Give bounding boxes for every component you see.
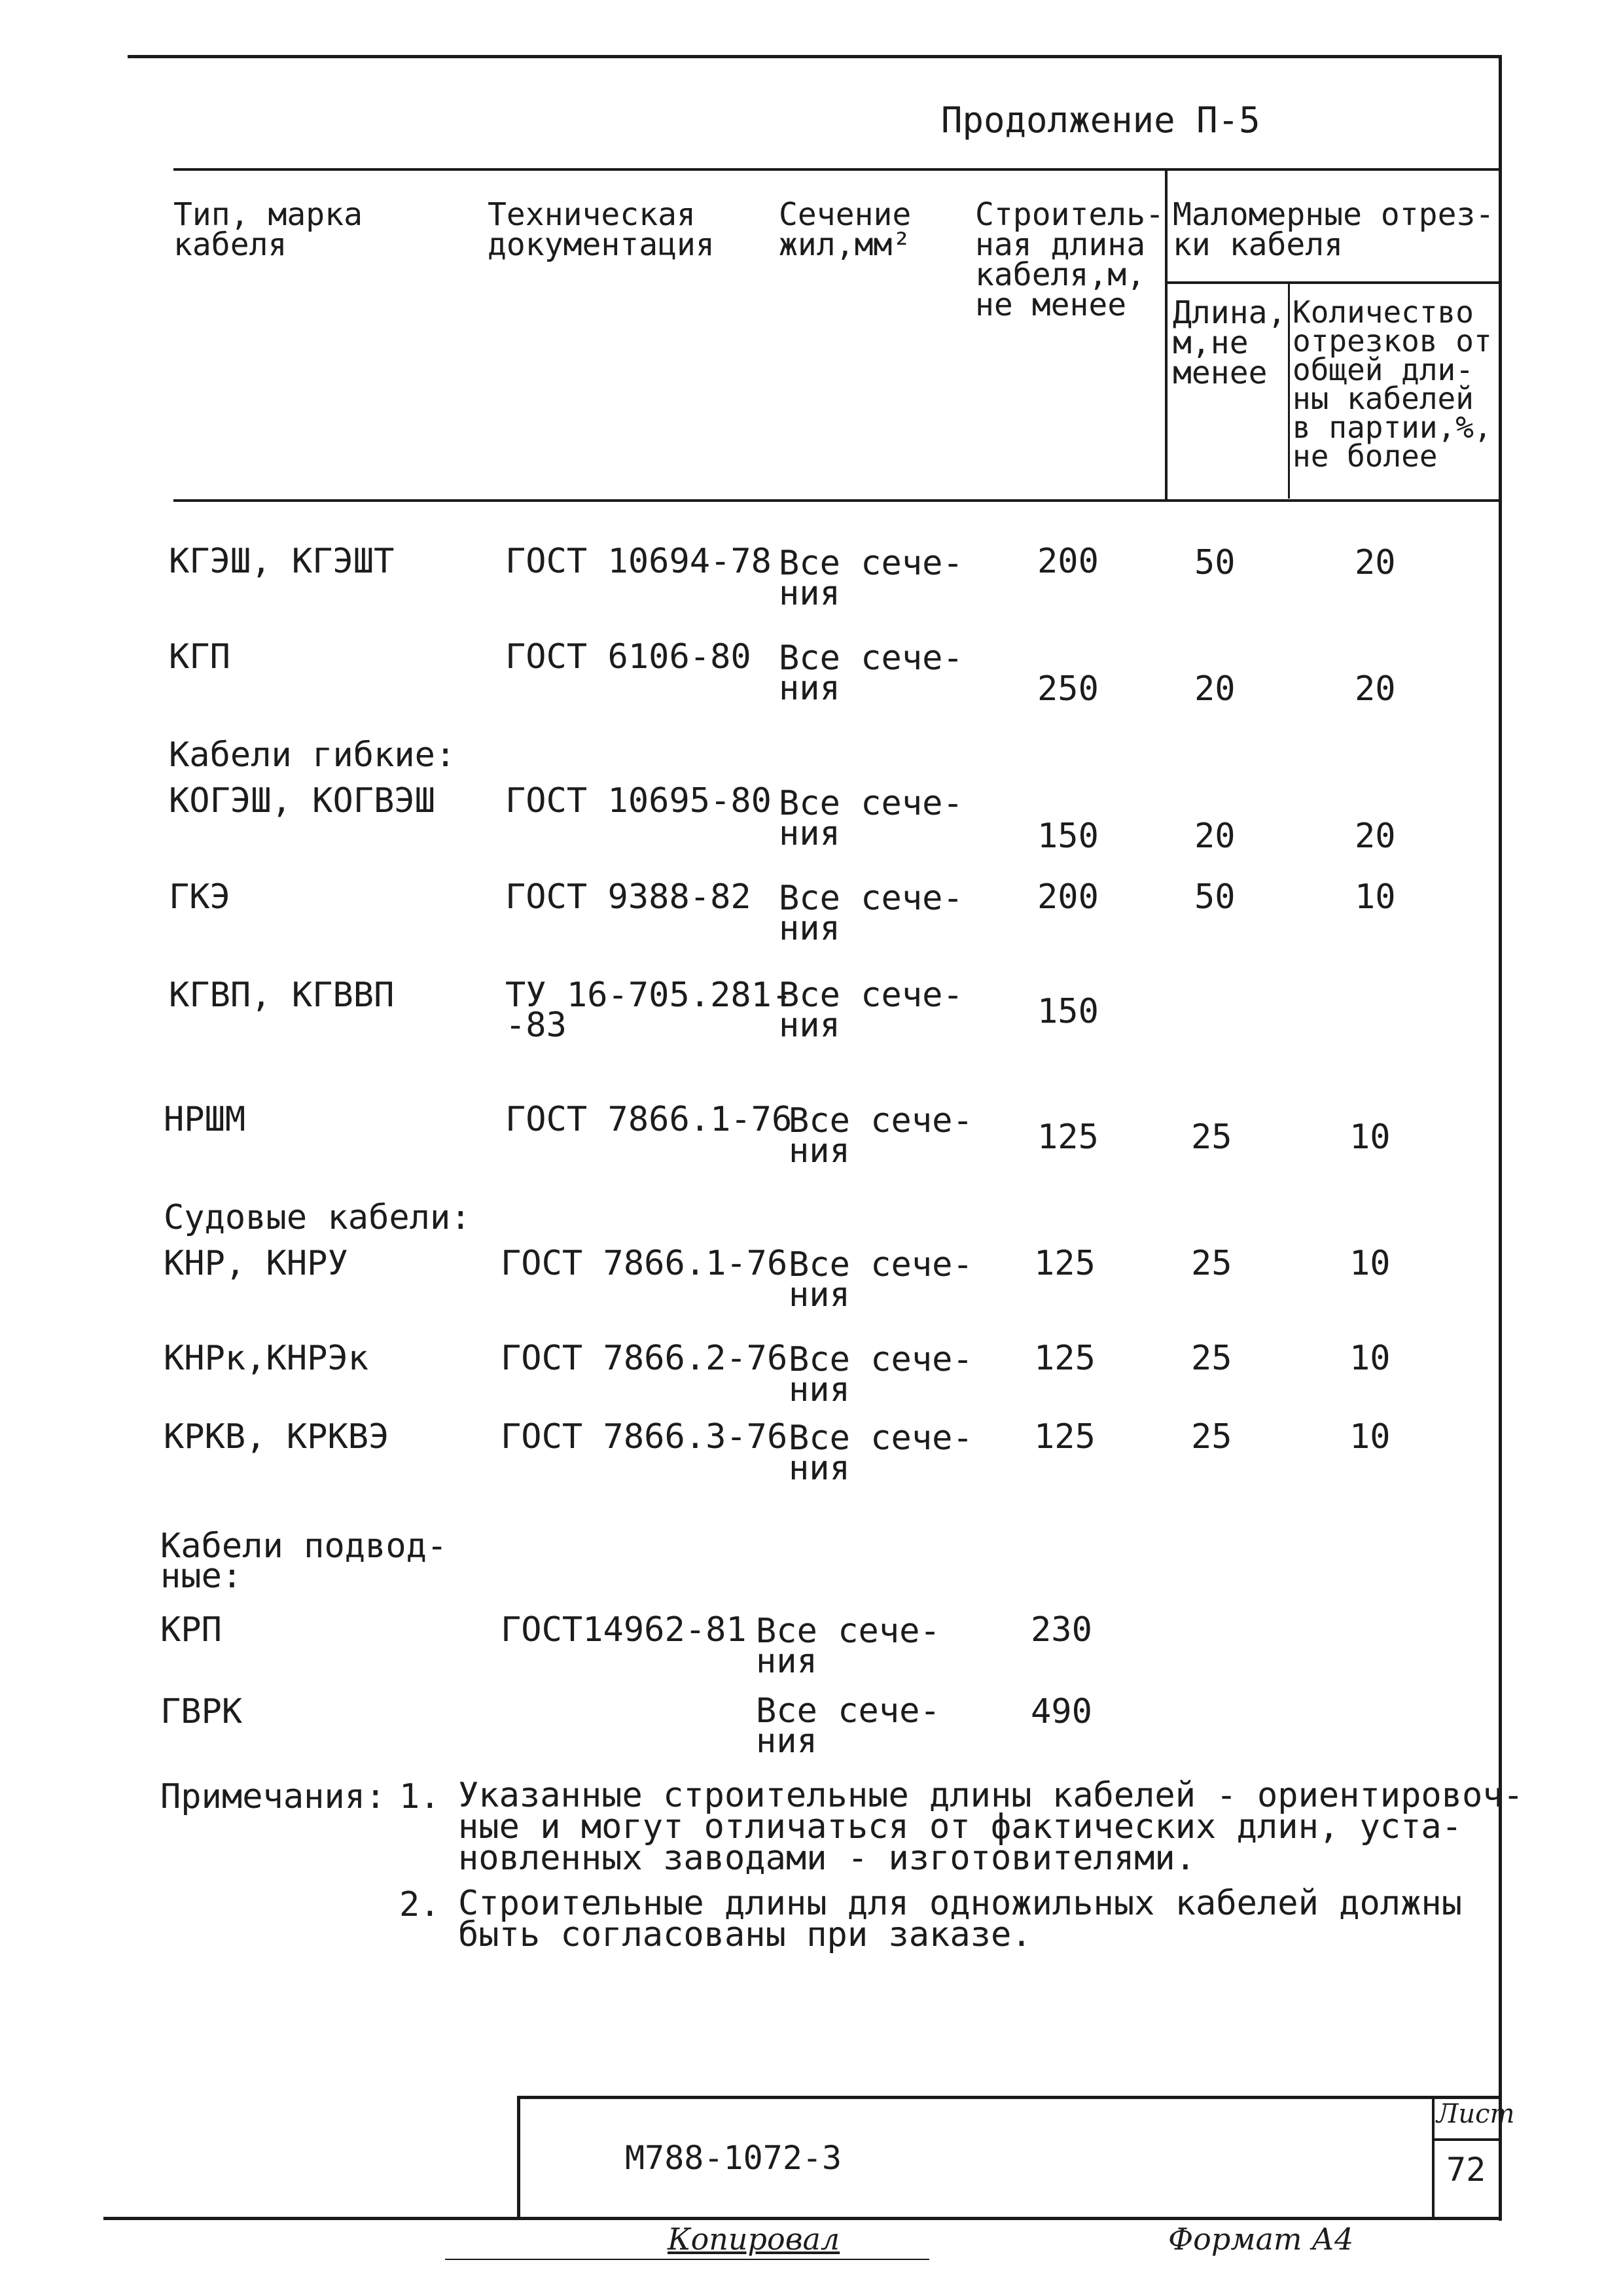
cell-length: 150 [1037,992,1099,1031]
frame-top-line [128,55,1502,58]
cell-doc: ГОСТ 10694-78 [505,542,772,581]
cell-section: Все сече- ния [789,1245,973,1315]
cell-length: 250 [1037,669,1099,709]
note-1-number: 1. [399,1777,440,1816]
cell-section: Все сече- ния [756,1691,940,1761]
cell-short-quantity: 20 [1355,669,1396,709]
cell-short-quantity: 10 [1355,877,1396,917]
column-header-short-pieces: Маломерные отрез- ки кабеля [1173,196,1495,263]
cell-section: Все сече- ния [789,1419,973,1488]
cell-short-quantity: 10 [1349,1244,1391,1283]
cell-length: 125 [1034,1339,1096,1378]
column-header-length: Строитель- ная длина кабеля,м, не менее [975,196,1164,323]
cell-length: 125 [1034,1417,1096,1457]
cell-short-length: 25 [1191,1244,1232,1283]
cell-short-length: 50 [1194,877,1236,917]
frame-bottom-line [103,2217,1502,2220]
cell-type: КГВП, КГВВП [169,976,395,1015]
cell-type: КРП [160,1610,222,1650]
header-bottom-line [173,499,1502,502]
cell-short-length: 20 [1194,669,1236,709]
cell-length: 200 [1037,542,1099,581]
group-heading: Кабели подвод- ные: [160,1527,448,1596]
cell-doc: ГОСТ 7866.3-76 [501,1417,788,1457]
column-header-type: Тип, марка кабеля [173,196,363,263]
cell-section: Все сече- ния [779,976,963,1045]
cell-short-quantity: 10 [1349,1417,1391,1457]
cell-short-length: 25 [1191,1339,1232,1378]
note-2-text: Строительные длины для одножильных кабелей должны быть согласованы при заказе. [458,1884,1463,1954]
cell-doc: ТУ 16-705.281- -83 [505,976,793,1045]
note-1-text: Указанные строительные длины кабелей - ориентировоч- ные и могут отличаться от фактических длин, уста- новленных заводами - изготовителями. [458,1776,1524,1878]
cell-doc: ГОСТ 10695-80 [505,781,772,821]
cell-type: КНР, КНРУ [164,1244,348,1283]
cell-doc: ГОСТ14962-81 [501,1610,747,1650]
cell-short-length: 25 [1191,1118,1232,1157]
cell-type: ГКЭ [169,877,230,917]
cell-type: КГЭШ, КГЭШТ [169,542,395,581]
cell-type: КНРк,КНРЭк [164,1339,369,1378]
cell-length: 200 [1037,877,1099,917]
cell-doc: ГОСТ 6106-80 [505,637,751,677]
subheader-divider [1288,283,1290,499]
group-heading: Судовые кабели: [164,1198,471,1237]
cell-section: Все сече- ния [779,784,963,853]
format-label: Формат А4 [1168,2221,1354,2257]
frame-right-line [1499,55,1502,2221]
cell-section: Все сече- ния [789,1340,973,1409]
cell-section: Все сече- ния [779,639,963,708]
document-code: М788-1072-3 [625,2139,842,2177]
cell-length: 150 [1037,817,1099,856]
copied-by-label: Копировал [668,2221,840,2257]
group-heading: Кабели гибкие: [169,735,456,775]
cell-section: Все сече- ния [779,544,963,613]
column-header-short-length: Длина, м,не менее [1173,294,1287,391]
cell-short-length: 20 [1194,817,1236,856]
cell-section: Все сече- ния [779,879,963,948]
notes-label: Примечания: [160,1777,386,1816]
cell-length: 125 [1034,1244,1096,1283]
cell-doc: ГОСТ 7866.1-76 [505,1100,793,1139]
cell-type: НРШМ [164,1100,246,1139]
cell-type: ГВРК [160,1692,243,1731]
header-divider [1165,168,1168,501]
column-header-short-quantity: Количество отрезков от общей дли- ны кабелей в партии,%, не более [1293,294,1492,474]
cell-section: Все сече- ния [789,1101,973,1171]
copied-by-underline [445,2259,929,2260]
cell-short-quantity: 10 [1349,1118,1391,1157]
cell-short-quantity: 20 [1355,543,1396,582]
cell-section: Все сече- ния [756,1612,940,1681]
cell-length: 230 [1031,1610,1092,1650]
sheet-label: Лист [1436,2099,1515,2129]
cell-doc: ГОСТ 7866.2-76 [501,1339,788,1378]
cell-type: КГП [169,637,230,677]
cell-type: КОГЭШ, КОГВЭШ [169,781,435,821]
note-2-number: 2. [399,1885,440,1924]
cell-doc: ГОСТ 9388-82 [505,877,751,917]
column-header-doc: Техническая документация [488,196,715,263]
subheader-line [1165,281,1499,284]
header-top-line [173,168,1502,171]
cell-short-quantity: 10 [1349,1339,1391,1378]
cell-length: 490 [1031,1692,1092,1731]
cell-type: КРКВ, КРКВЭ [164,1417,389,1457]
column-header-section: Сечение жил,мм² [779,196,912,263]
cell-doc: ГОСТ 7866.1-76 [501,1244,788,1283]
cell-short-quantity: 20 [1355,817,1396,856]
continuation-title: Продолжение П-5 [941,99,1260,141]
sheet-number: 72 [1446,2151,1486,2189]
cell-short-length: 50 [1194,543,1236,582]
cell-length: 125 [1037,1118,1099,1157]
sheet-box-divider [1432,2138,1499,2141]
cell-short-length: 25 [1191,1417,1232,1457]
